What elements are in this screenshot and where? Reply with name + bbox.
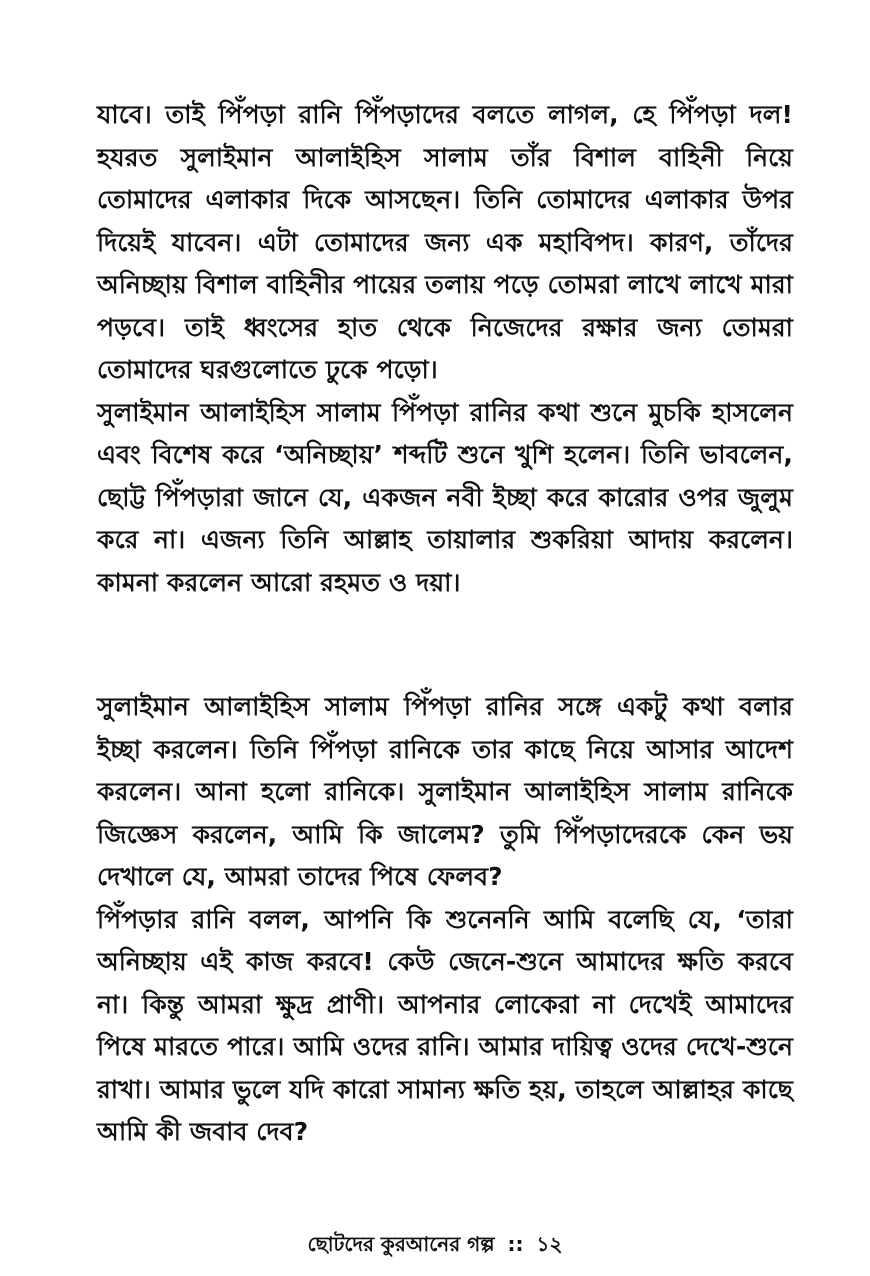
paragraph: যাবে। তাই পিঁপড়া রানি পিঁপড়াদের বলতে লাগল, হে পিঁপড়া দল! হযরত সুলাইমান আলাইহিস সালাম তাঁর বিশাল বাহিনী নিয়ে তোমাদের এলাকার দিকে আসছেন। তিনি তোমাদের এলাকার উপর দিয়েই যাবেন। এটা তোমাদের জন্য এক মহাবিপদ। কারণ, তাঁদের অনিচ্ছায় বিশাল বাহিনীর পায়ের তলায় পড়ে তোমরা লাখে লাখে মারা পড়বে। তাই ধ্বংসের হাত থেকে নিজেদের রক্ষার জন্য তোমরা তোমাদের ঘরগুলোতে ঢুকে পড়ো। [97, 100, 793, 384]
text-block-bottom [97, 686, 793, 1154]
page-footer [0, 1230, 870, 1263]
text-block-top [97, 94, 793, 604]
paragraph: সুলাইমান আলাইহিস সালাম পিঁপড়া রানির কথা শুনে মুচকি হাসলেন এবং বিশেষ করে ‘অনিচ্ছায়’ শব্দটি শুনে খুশি হলেন। তিনি ভাবলেন, ছোট্ট পিঁপড়ারা জানে যে, একজন নবী ইচ্ছা করে কারোর ওপর জুলুম করে না। এজন্য তিনি আল্লাহ তায়ালার শুকরিয়া আদায় করলেন। কামনা করলেন আরো রহমত ও দয়া। [97, 397, 793, 597]
paragraph: পিঁপড়ার রানি বলল, আপনি কি শুনেননি আমি বলেছি যে, ‘তারা অনিচ্ছায় এই কাজ করবে! কেউ জেনে-শুনে আমাদের ক্ষতি করবে না। কিন্তু আমরা ক্ষুদ্র প্রাণী। আপনার লোকেরা না দেখেই আমাদের পিষে মারতে পারে। আমি ওদের রানি। আমার দায়িত্ব ওদের দেখে-শুনে রাখা। আমার ভুলে যদি কারো সামান্য ক্ষতি হয়, তাহলে আল্লাহর কাছে আমি কী জবাব দেব? [97, 904, 793, 1146]
paragraph: সুলাইমান আলাইহিস সালাম পিঁপড়া রানির সঙ্গে একটু কথা বলার ইচ্ছা করলেন। তিনি পিঁপড়া রানিকে তার কাছে নিয়ে আসার আদেশ করলেন। আনা হলো রানিকে। সুলাইমান আলাইহিস সালাম রানিকে জিজ্ঞেস করলেন, আমি কি জালেম? তুমি পিঁপড়াদেরকে কেন ভয় দেখালে যে, আমরা তাদের পিষে ফেলব? [97, 692, 793, 891]
page-number: ১২ [536, 1232, 563, 1256]
footer-book-title: ছোটদের কুরআনের গল্প [307, 1232, 495, 1256]
footer-separator: :: [507, 1232, 524, 1256]
